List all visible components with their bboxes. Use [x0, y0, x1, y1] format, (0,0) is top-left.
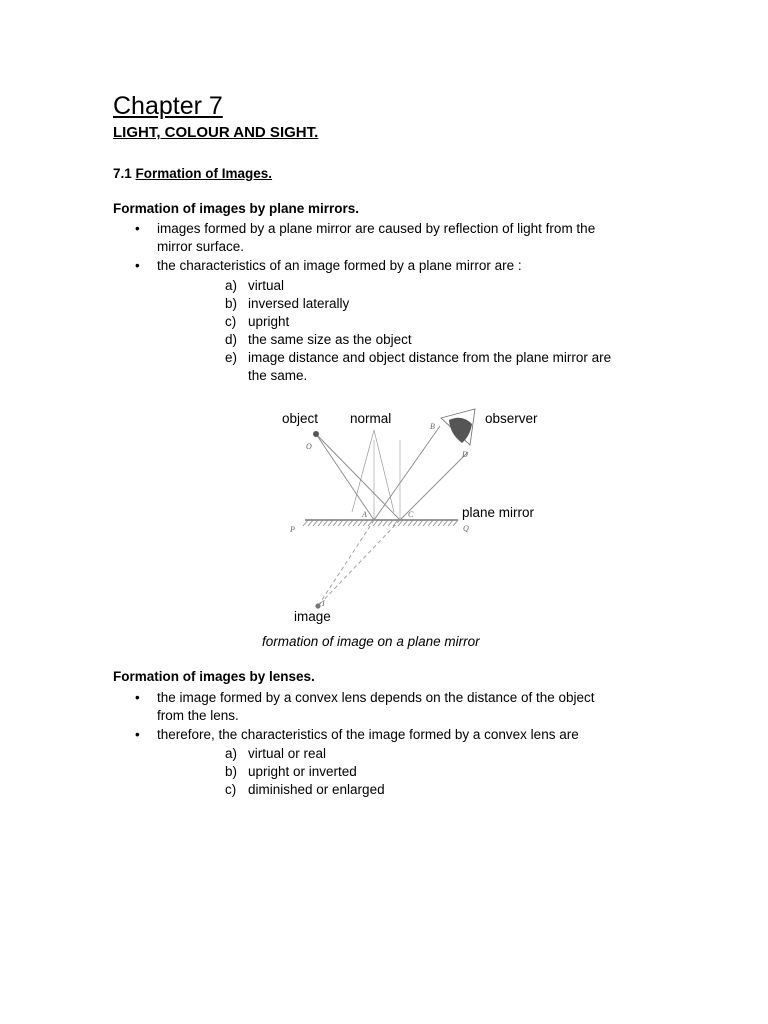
bullet-text: therefore, the characteristics of the image formed by a convex lens are [157, 727, 579, 742]
list-marker: e) [225, 350, 238, 365]
point-A-label: A [362, 510, 367, 519]
list-item: diminished or enlarged [248, 782, 385, 797]
eye-pupil-icon [449, 418, 472, 443]
lenses-heading: Formation of images by lenses. [113, 669, 315, 684]
observer-label: observer [485, 411, 538, 426]
list-marker: c) [225, 314, 237, 329]
bullet-dot: • [135, 221, 140, 236]
point-I-label: I [322, 599, 325, 608]
virtual-ray [318, 520, 400, 606]
list-item: virtual or real [248, 746, 327, 761]
bullet-text: the characteristics of an image formed by a plane mirror are : [157, 258, 522, 273]
image-label: image [294, 609, 331, 624]
bullet-text: images formed by a plane mirror are caused by reflection of light from the [157, 221, 596, 236]
list-item: upright [248, 314, 290, 329]
incident-ray [316, 434, 400, 520]
object-point [313, 431, 319, 437]
list-item: image distance and object distance from the plane mirror are [248, 350, 612, 365]
section-title: Formation of Images. [135, 166, 273, 181]
list-marker: a) [225, 278, 238, 293]
bullet-text-continued: from the lens. [157, 708, 239, 723]
chapter-title: Chapter 7 [113, 92, 223, 120]
bullet-dot: • [135, 727, 140, 742]
list-marker: d) [225, 332, 238, 347]
point-B-label: B [430, 422, 435, 431]
section-number: 7.1 [113, 166, 136, 181]
bullet-text: the image formed by a convex lens depends on the distance of the object [157, 690, 595, 705]
diagram-caption: formation of image on a plane mirror [262, 634, 480, 649]
bullet-dot: • [135, 690, 140, 705]
list-marker: b) [225, 764, 238, 779]
plane-mirrors-heading: Formation of images by plane mirrors. [113, 201, 360, 216]
list-item-continued: the same. [248, 368, 308, 383]
list-marker: b) [225, 296, 238, 311]
chapter-subtitle: LIGHT, COLOUR AND SIGHT. [113, 124, 319, 141]
normal-pointer [352, 430, 374, 512]
list-item: inversed laterally [248, 296, 350, 311]
bullet-text-continued: mirror surface. [157, 239, 245, 254]
incident-ray [316, 434, 374, 520]
list-item: virtual [248, 278, 285, 293]
normal-label: normal [350, 411, 392, 426]
mirror-hatching [303, 520, 458, 526]
plane-mirror-label: plane mirror [462, 505, 535, 520]
point-O-label: O [306, 442, 312, 451]
bullet-dot: • [135, 258, 140, 273]
list-item: upright or inverted [248, 764, 357, 779]
point-D-label: D [462, 450, 468, 459]
point-P-label: P [290, 525, 295, 534]
virtual-ray [318, 520, 374, 606]
reflected-ray [374, 426, 440, 520]
object-label: object [282, 411, 319, 426]
point-Q-label: Q [463, 524, 469, 533]
list-item: the same size as the object [248, 332, 412, 347]
point-C-label: C [408, 510, 414, 519]
list-marker: a) [225, 746, 238, 761]
list-marker: c) [225, 782, 237, 797]
image-point [315, 603, 320, 608]
normal-pointer [374, 430, 394, 512]
